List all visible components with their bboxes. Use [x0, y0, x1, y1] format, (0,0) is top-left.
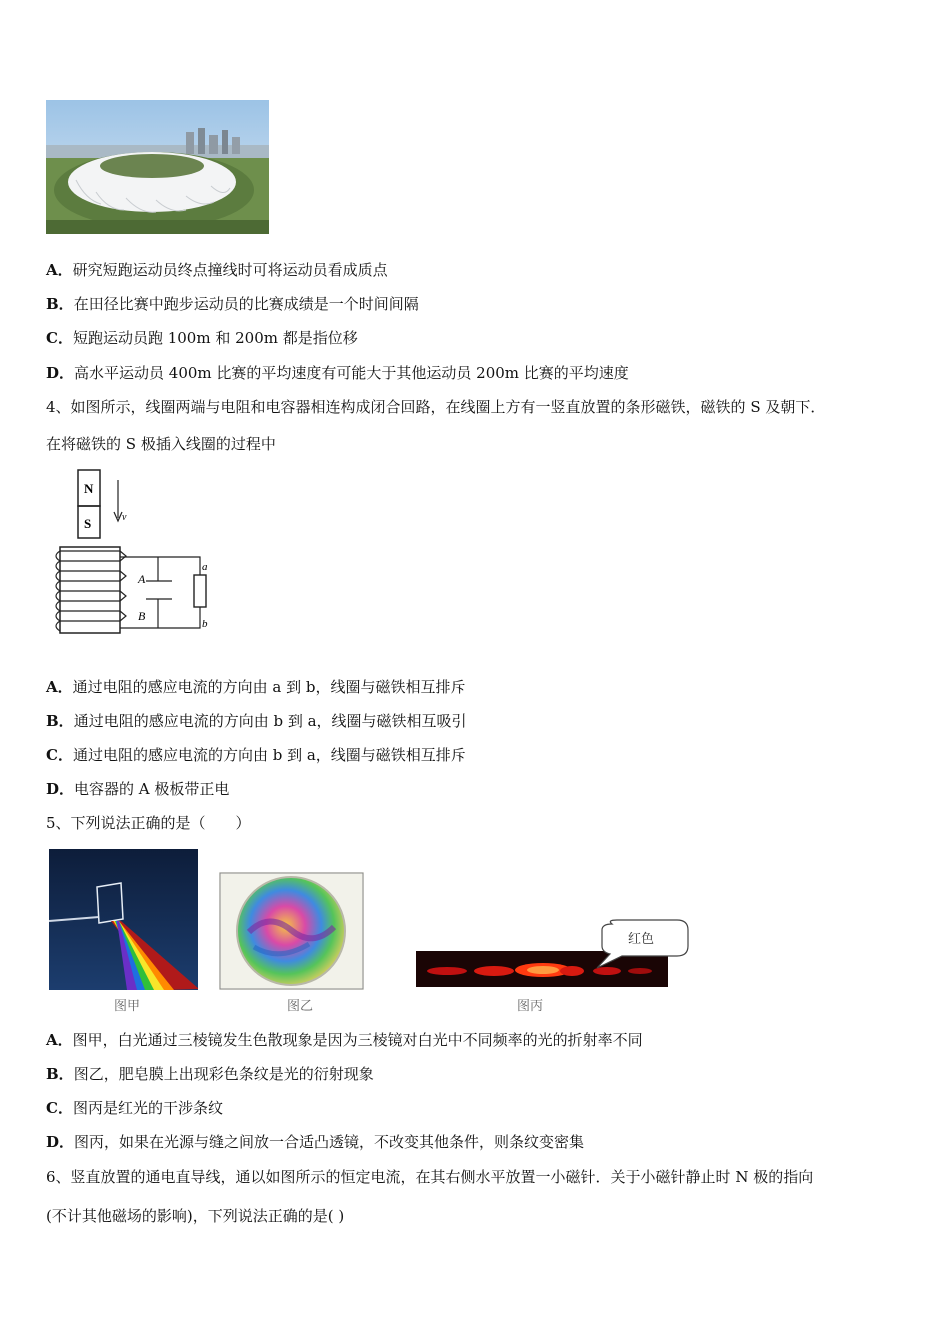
q6-stem-line1: 6、竖直放置的通电直导线，通以如图所示的恒定电流，在其右侧水平放置一小磁针．关于小磁针静止时 N 极的指向: [46, 1168, 814, 1186]
soap-bubble-photo: [219, 872, 364, 990]
q5-option-d: [46, 1132, 584, 1152]
q4-option-c: [46, 745, 466, 765]
option-text: 电容器的 A 极板带正电: [74, 780, 230, 798]
option-letter: C．: [46, 1099, 73, 1117]
coil-magnet-circuit-figure: [48, 465, 218, 640]
option-text: 短跑运动员跑 100m 和 200m 都是指位移: [72, 329, 358, 347]
q4-option-b: [46, 711, 467, 731]
option-text: 图乙，肥皂膜上出现彩色条纹是光的衍射现象: [73, 1065, 374, 1083]
velocity-label: v: [122, 512, 127, 523]
callout-red-label: 红色: [628, 932, 655, 947]
option-letter: A．: [46, 678, 73, 696]
option-letter: A．: [46, 261, 73, 279]
option-text: 图丙是红光的干涉条纹: [72, 1099, 223, 1117]
prism-dispersion-photo: [49, 849, 198, 990]
q3-option-c: [46, 328, 358, 348]
caption-jia: 图甲: [114, 999, 141, 1014]
option-letter: A．: [46, 1031, 73, 1049]
option-text: 通过电阻的感应电流的方向由 a 到 b，线圈与磁铁相互排斥: [72, 678, 466, 696]
option-letter: D．: [46, 364, 75, 382]
option-text: 研究短跑运动员终点撞线时可将运动员看成质点: [72, 261, 388, 279]
q6-stem-line2: (不计其他磁场的影响)，下列说法正确的是( ): [46, 1207, 345, 1225]
option-text: 通过电阻的感应电流的方向由 b 到 a，线圈与磁铁相互排斥: [72, 746, 466, 764]
option-text: 在田径比赛中跑步运动员的比赛成绩是一个时间间隔: [73, 295, 419, 313]
resistor-a-label: a: [202, 561, 208, 573]
q3-option-a: [46, 260, 388, 280]
plate-b-label: B: [138, 609, 146, 623]
q3-option-b: [46, 294, 419, 314]
stadium-photo: [46, 100, 269, 234]
option-text: 图甲，白光通过三棱镜发生色散现象是因为三棱镜对白光中不同频率的光的折射率不同: [72, 1031, 643, 1049]
q3-option-d: [46, 363, 629, 383]
option-letter: B．: [46, 1065, 74, 1083]
caption-yi: 图乙: [287, 999, 314, 1014]
plate-a-label: A: [138, 572, 146, 586]
option-text: 通过电阻的感应电流的方向由 b 到 a，线圈与磁铁相互吸引: [73, 712, 467, 730]
q4-option-a: [46, 677, 466, 697]
caption-bing: 图丙: [517, 999, 544, 1014]
q4-stem-line2: 在将磁铁的 S 极插入线圈的过程中: [46, 435, 276, 453]
q4-option-d: [46, 779, 229, 799]
option-letter: D．: [46, 1133, 75, 1151]
magnet-s-label: S: [84, 516, 92, 531]
option-letter: B．: [46, 295, 74, 313]
option-letter: D．: [46, 780, 75, 798]
option-letter: B．: [46, 712, 74, 730]
option-text: 高水平运动员 400m 比赛的平均速度有可能大于其他运动员 200m 比赛的平均速度: [74, 364, 629, 382]
q5-option-b: [46, 1064, 374, 1084]
q5-option-c: [46, 1098, 223, 1118]
q4-stem-line1: 4、如图所示，线圈两端与电阻和电容器相连构成闭合回路，在线圈上方有一竖直放置的条形磁铁，磁铁的 S 及朝下．: [46, 398, 826, 416]
option-text: 图丙，如果在光源与缝之间放一合适凸透镜，不改变其他条件，则条纹变密集: [74, 1133, 585, 1151]
resistor-b-label: b: [202, 618, 208, 630]
q5-option-a: [46, 1030, 643, 1050]
q5-stem: 5、下列说法正确的是（ ）: [46, 814, 251, 832]
option-letter: C．: [46, 746, 73, 764]
red-fringe-figure: [412, 918, 692, 990]
option-letter: C．: [46, 329, 73, 347]
magnet-n-label: N: [84, 481, 94, 496]
